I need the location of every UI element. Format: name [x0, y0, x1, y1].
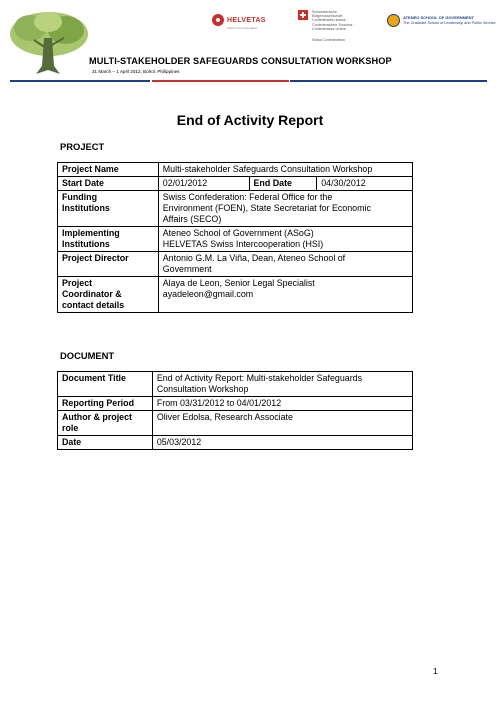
reporting-period-key: Reporting Period: [58, 397, 153, 411]
swiss-flag-icon: [298, 10, 308, 20]
document-section-label: DOCUMENT: [60, 350, 115, 361]
swiss-text: Schweizerische Eidgenossenschaft · Confédération suisse · Confederazione Svizzera · Confederaziun svizra: [312, 10, 355, 31]
end-date-value: 04/30/2012: [317, 177, 413, 191]
header-rule-red: [152, 80, 289, 82]
project-name-value: Multi-stakeholder Safeguards Consultation Workshop: [158, 163, 412, 177]
helvetas-mark-icon: [212, 14, 224, 26]
ateneo-subtitle: The Graduate School of Leadership and Public Service: [403, 20, 496, 25]
end-date-key: End Date: [249, 177, 317, 191]
page-number: 1: [433, 666, 438, 676]
director-key: Project Director: [58, 252, 159, 277]
document-table: [57, 371, 413, 450]
table-row: [58, 177, 413, 191]
header-rule-blue-right: [290, 80, 487, 82]
tree-logo-icon: [8, 8, 90, 78]
project-section-label: PROJECT: [60, 141, 105, 152]
report-title: End of Activity Report: [176, 112, 324, 128]
ateneo-seal-icon: [387, 14, 400, 27]
workshop-date: 31 March – 1 April 2012, Bohol, Philippines: [92, 69, 180, 74]
date-value: 05/03/2012: [152, 436, 412, 450]
table-row: [58, 252, 413, 277]
project-table: [57, 162, 413, 313]
author-key: Author & project role: [58, 411, 153, 436]
table-row: [58, 411, 413, 436]
project-name-key: Project Name: [58, 163, 159, 177]
reporting-period-value: From 03/31/2012 to 04/01/2012: [152, 397, 412, 411]
table-row: [58, 372, 413, 397]
start-date-key: Start Date: [58, 177, 159, 191]
document-title-value: End of Activity Report: Multi-stakeholder Safeguards Consultation Workshop: [152, 372, 412, 397]
document-title-key: Document Title: [58, 372, 153, 397]
swiss-confederation-logo: [298, 10, 367, 31]
ateneo-logo: [387, 14, 496, 27]
director-value: Antonio G.M. La Viña, Dean, Ateneo School of Government: [158, 252, 412, 277]
implementing-key: Implementing Institutions: [58, 227, 159, 252]
table-row: [58, 191, 413, 227]
table-row: [58, 436, 413, 450]
table-row: [58, 163, 413, 177]
start-date-value: 02/01/2012: [158, 177, 249, 191]
funding-key: Funding Institutions: [58, 191, 159, 227]
helvetas-logo: [212, 14, 266, 26]
coordinator-key: Project Coordinator & contact details: [58, 277, 159, 313]
table-row: [58, 227, 413, 252]
swiss-footer: Swiss Confederation: [312, 38, 345, 42]
date-key: Date: [58, 436, 153, 450]
coordinator-value: Alaya de Leon, Senior Legal Specialist ayadeleon@gmail.com: [158, 277, 412, 313]
table-row: [58, 397, 413, 411]
author-value: Oliver Edolsa, Research Associate: [152, 411, 412, 436]
implementing-value: Ateneo School of Government (ASoG) HELVETAS Swiss Intercooperation (HSI): [158, 227, 412, 252]
page-header: [0, 0, 500, 90]
helvetas-name: HELVETAS: [227, 16, 266, 24]
ateneo-name: ATENEO SCHOOL OF GOVERNMENT: [403, 15, 474, 21]
header-rule-blue: [10, 80, 150, 82]
workshop-title: MULTI-STAKEHOLDER SAFEGUARDS CONSULTATION WORKSHOP: [89, 56, 392, 66]
helvetas-subtitle: Swiss Intercooperation: [227, 26, 258, 30]
funding-value: Swiss Confederation: Federal Office for the Environment (FOEN), State Secretariat for Economic Affairs (SECO): [158, 191, 412, 227]
table-row: [58, 277, 413, 313]
